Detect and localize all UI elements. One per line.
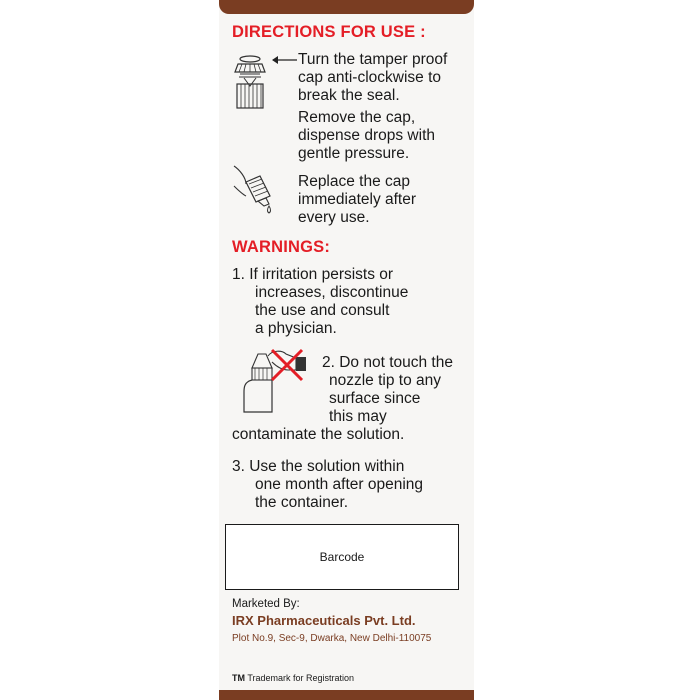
top-band (219, 0, 474, 14)
tm-symbol: TM (232, 673, 245, 683)
direction-step-1: Turn the tamper proof cap anti-clockwise to break the seal. (298, 51, 448, 104)
warnings-heading: WARNINGS: (232, 238, 331, 256)
dropper-bottle-icon (232, 160, 282, 216)
tm-text: Trademark for Registration (247, 673, 355, 683)
company-address: Plot No.9, Sec-9, Dwarka, New Delhi-110075 (232, 633, 432, 644)
marketed-by-label: Marketed By: (232, 598, 300, 610)
bottom-band (219, 690, 474, 700)
trademark-note (232, 673, 354, 683)
warning-item-2-tail: contaminate the solution. (232, 426, 405, 443)
barcode-label: Barcode (319, 550, 365, 564)
no-touch-nozzle-icon (238, 348, 310, 414)
direction-step-2: Remove the cap, dispense drops with gentle pressure. (298, 109, 435, 162)
directions-heading: DIRECTIONS FOR USE : (232, 23, 426, 41)
warning-item-1: 1. If irritation persists or increases, discontinue the use and consult a physician. (232, 266, 409, 337)
direction-step-3: Replace the cap immediately after every use. (298, 173, 417, 226)
barcode-box (225, 524, 459, 590)
tamper-cap-icon (230, 50, 300, 112)
warning-item-3: 3. Use the solution within one month after opening the container. (232, 458, 424, 511)
company-name: IRX Pharmaceuticals Pvt. Ltd. (232, 613, 416, 628)
warning-item-2: 2. Do not touch the nozzle tip to any surface since this may (322, 354, 453, 425)
